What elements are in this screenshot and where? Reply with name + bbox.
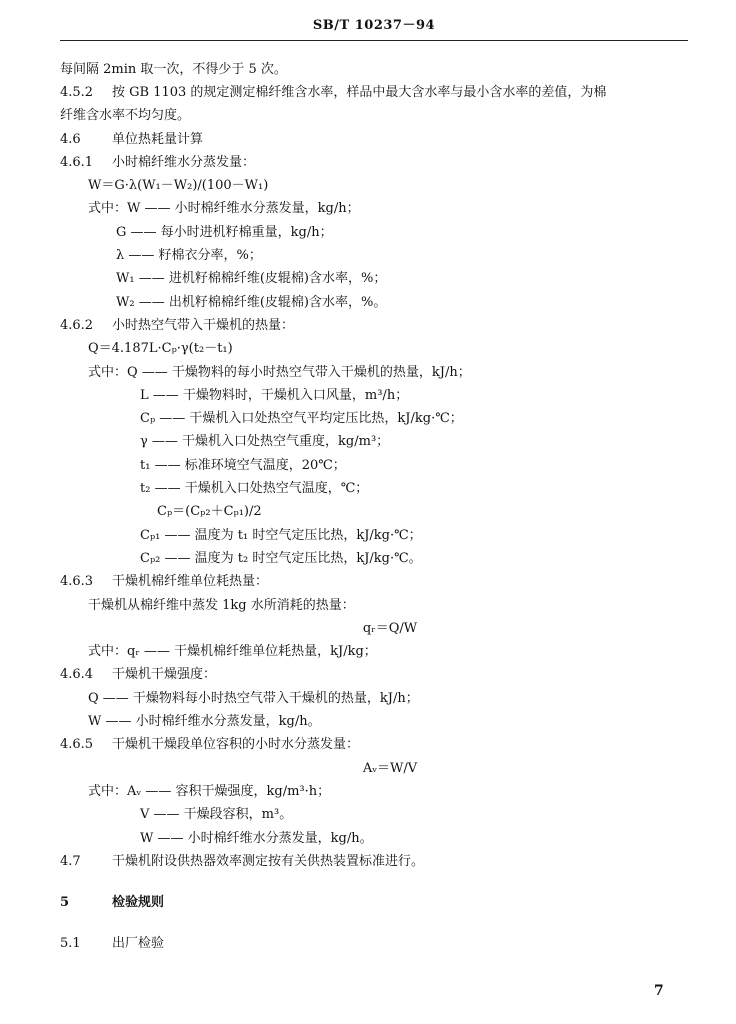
section-5-heading xyxy=(60,891,690,914)
clause-text: 按 GB 1103 的规定测定棉纤维含水率，样品中最大含水率与最小含水率的差值，为棉 xyxy=(112,85,607,101)
clause-number: 4.6 xyxy=(60,131,81,147)
definition-line: Cₚ₂ —— 温度为 t₂ 时空气定压比热，kJ/kg·℃。 xyxy=(140,550,422,566)
document-body xyxy=(60,58,690,956)
spacer xyxy=(60,873,690,891)
clause-number: 5.1 xyxy=(60,936,81,952)
definition-line: t₂ —— 干燥机入口处热空气温度，℃； xyxy=(140,481,369,497)
clause-title: 干燥机棉纤维单位耗热量： xyxy=(112,574,269,590)
clause-title: 小时热空气带入干燥机的热量： xyxy=(112,317,295,333)
definition-line: W —— 小时棉纤维水分蒸发量，kg/h。 xyxy=(140,830,373,846)
section-title: 检验规则 xyxy=(112,895,165,911)
formula: Aᵥ＝W/V xyxy=(362,760,418,776)
formula: qᵣ＝Q/W xyxy=(362,620,418,636)
definition-line: 式中：qᵣ —— 干燥机棉纤维单位耗热量，kJ/kg； xyxy=(88,644,377,660)
clause-title: 出厂检验 xyxy=(112,936,165,952)
definition-line: γ —— 干燥机入口处热空气重度，kg/m³； xyxy=(140,434,390,450)
definition-line: Cₚ —— 干燥机入口处热空气平均定压比热，kJ/kg·℃； xyxy=(140,411,463,427)
clause-4-7 xyxy=(60,850,690,873)
clause-4-6-2 xyxy=(60,314,690,337)
definition-line: t₁ —— 标准环境空气温度，20℃； xyxy=(140,457,346,473)
clause-4-5-2 xyxy=(60,81,690,104)
clause-title: 干燥机干燥强度： xyxy=(112,667,217,683)
clause-number: 4.6.2 xyxy=(60,317,94,333)
clause-number: 4.5.2 xyxy=(60,85,94,101)
clause-number: 4.6.1 xyxy=(60,154,94,170)
clause-title: 干燥机干燥段单位容积的小时水分蒸发量： xyxy=(112,737,360,753)
definition-line: V —— 干燥段容积，m³。 xyxy=(140,807,293,823)
clause-4-6 xyxy=(60,128,690,151)
definition-line: 式中：Aᵥ —— 容积干燥强度，kg/m³·h； xyxy=(88,783,331,799)
definition-line: 式中：W —— 小时棉纤维水分蒸发量，kg/h； xyxy=(88,201,360,217)
page-number: 7 xyxy=(654,983,664,999)
formula: Q＝4.187L·Cₚ·γ(t₂－t₁) xyxy=(88,341,233,357)
formula: Cₚ＝(Cₚ₂＋Cₚ₁)/2 xyxy=(157,504,262,520)
spacer xyxy=(60,914,690,932)
text-line: 纤维含水率不均匀度。 xyxy=(60,108,191,124)
clause-title: 小时棉纤维水分蒸发量： xyxy=(112,154,256,170)
text-line: 干燥机从棉纤维中蒸发 1kg 水所消耗的热量： xyxy=(88,597,355,613)
clause-number: 4.7 xyxy=(60,853,81,869)
document-header: SB/T 10237－94 xyxy=(312,18,436,33)
definition-line: L —— 干燥物料时，干燥机入口风量，m³/h； xyxy=(140,387,409,403)
clause-4-6-5 xyxy=(60,733,690,756)
definition-line: 式中：Q —— 干燥物料的每小时热空气带入干燥机的热量，kJ/h； xyxy=(88,364,471,380)
header-rule xyxy=(60,40,688,41)
clause-text: 干燥机附设供热器效率测定按有关供热装置标准进行。 xyxy=(112,853,425,869)
definition-line: Q —— 干燥物料每小时热空气带入干燥机的热量，kJ/h； xyxy=(88,690,419,706)
clause-number: 4.6.4 xyxy=(60,667,94,683)
clause-number: 4.6.3 xyxy=(60,574,94,590)
definition-line: λ —— 籽棉衣分率，%； xyxy=(116,248,262,264)
clause-number: 4.6.5 xyxy=(60,737,94,753)
text-line: 每间隔 2min 取一次，不得少于 5 次。 xyxy=(60,62,287,77)
clause-title: 单位热耗量计算 xyxy=(112,131,204,147)
definition-line: Cₚ₁ —— 温度为 t₁ 时空气定压比热，kJ/kg·℃； xyxy=(140,527,422,543)
definition-line: G —— 每小时进机籽棉重量，kg/h； xyxy=(116,224,333,240)
section-number: 5 xyxy=(60,895,70,911)
definition-line: W —— 小时棉纤维水分蒸发量，kg/h。 xyxy=(88,714,321,730)
clause-4-6-1 xyxy=(60,151,690,174)
definition-line: W₂ —— 出机籽棉棉纤维(皮辊棉)含水率，%。 xyxy=(116,294,387,310)
definition-line: W₁ —— 进机籽棉棉纤维(皮辊棉)含水率，%； xyxy=(116,271,387,287)
clause-4-6-4 xyxy=(60,663,690,686)
formula: W＝G·λ(W₁－W₂)/(100－W₁) xyxy=(88,178,269,194)
clause-5-1 xyxy=(60,932,690,955)
clause-4-6-3 xyxy=(60,570,690,593)
